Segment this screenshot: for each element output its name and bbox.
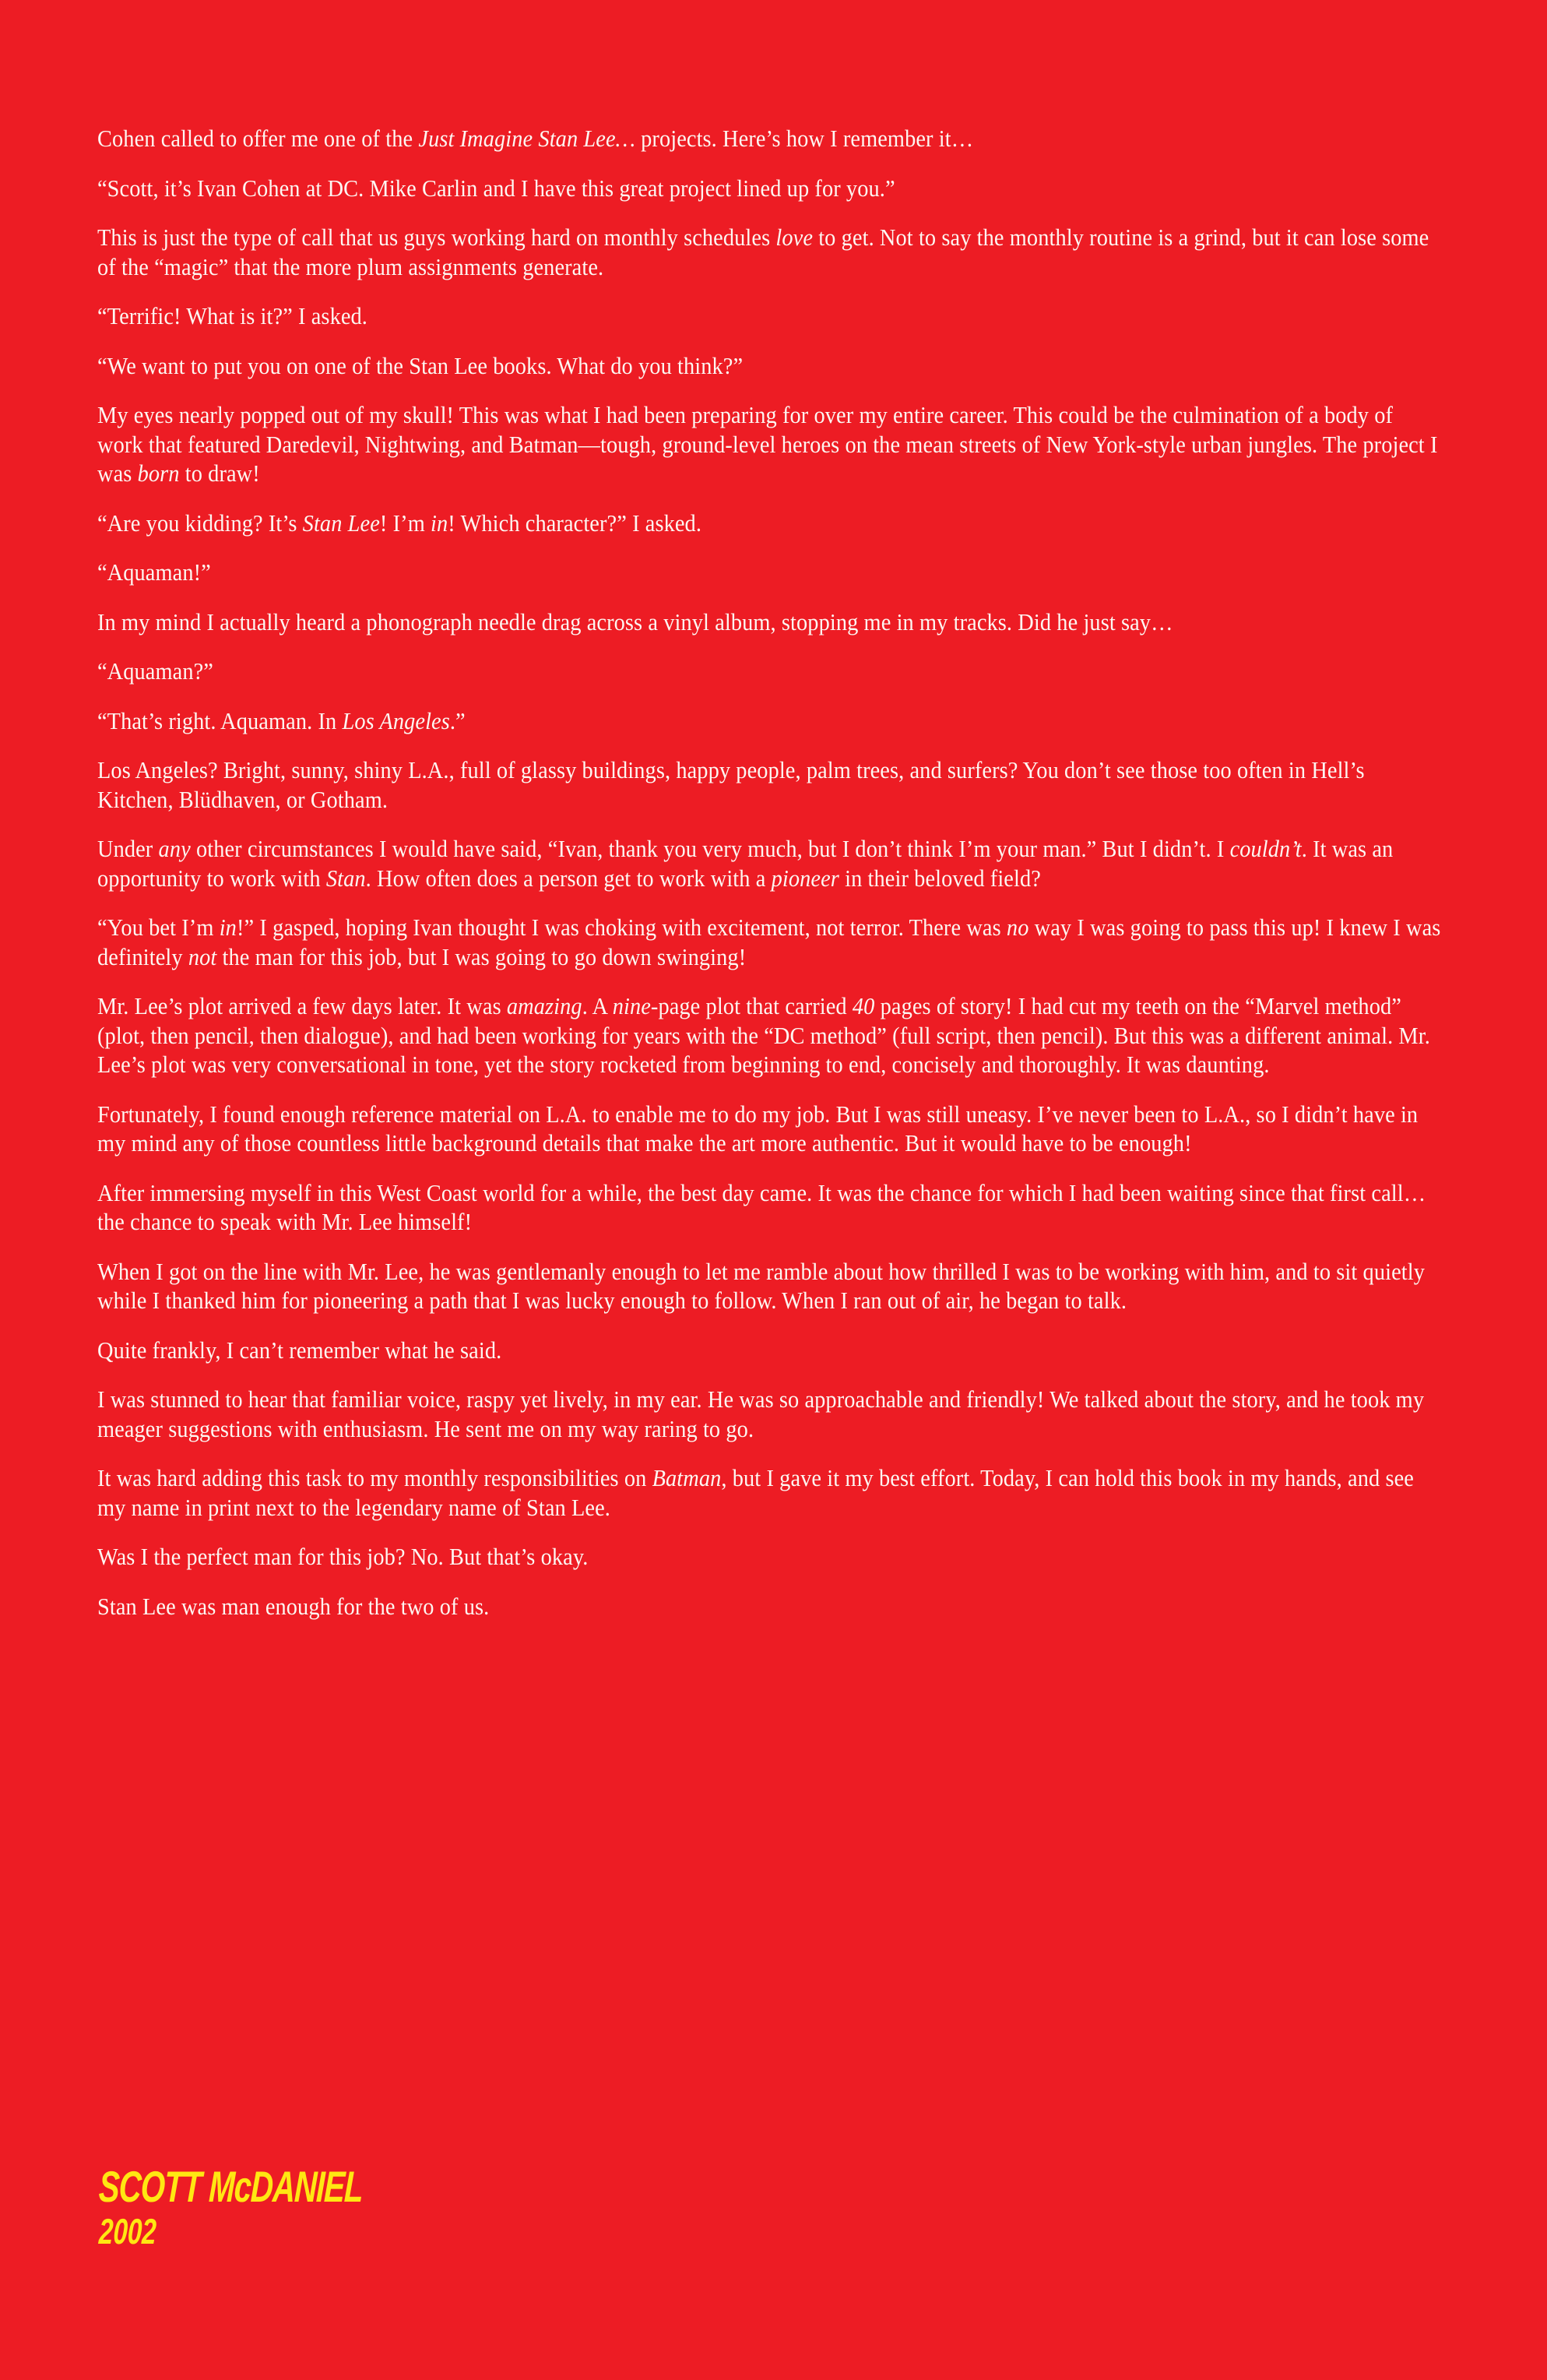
body-text: “Aquaman!”	[97, 559, 211, 586]
essay-paragraph	[97, 657, 1444, 687]
body-text: , but I gave it my best effort. Today, I can hold this book in my hands, and see my name in print next to the legendary name of Stan Lee.	[97, 1465, 1414, 1521]
body-text: ! Which character?” I asked.	[448, 509, 702, 537]
body-text: .”	[449, 707, 466, 734]
essay-paragraph	[97, 302, 1444, 332]
essay-paragraph	[97, 608, 1444, 638]
body-text: the man for this job, but I was going to go down swinging!	[216, 943, 747, 970]
body-text: in their beloved field?	[839, 864, 1041, 892]
emphasis-text: no	[1006, 914, 1029, 941]
emphasis-text: born	[137, 460, 180, 487]
emphasis-text: in	[431, 509, 448, 537]
emphasis-text: amazing	[506, 993, 582, 1019]
essay-paragraph	[97, 756, 1444, 815]
emphasis-text: Stan Lee	[302, 509, 380, 537]
essay-paragraph	[97, 992, 1444, 1080]
essay-paragraph	[97, 125, 1444, 154]
body-text: This is just the type of call that us guys working hard on monthly schedules	[97, 224, 776, 251]
body-text: Under	[97, 836, 159, 862]
emphasis-text: any	[158, 836, 191, 862]
signature-year: 2002	[98, 2211, 157, 2251]
body-text: to draw!	[179, 460, 260, 487]
emphasis-text: pioneer	[771, 864, 839, 892]
essay-paragraph	[97, 224, 1444, 282]
body-text: other circumstances I would have said, “Ivan, thank you very much, but I don’t think I’m your man.” But I didn’t. I	[190, 836, 1230, 862]
essay-paragraph	[97, 707, 1444, 737]
essay-paragraph	[97, 401, 1444, 489]
body-text: “Are you kidding? It’s	[97, 509, 303, 537]
emphasis-text: Batman	[652, 1465, 722, 1491]
body-text: pages of story! I had cut my teeth on the “Marvel method” (plot, then pencil, then dialogue), and had been working for years with the “DC method” (full script, then pencil). But this was a different animal. Mr. Lee’s plot was very conversational in tone, yet the story rocketed from beginning to end, concisely and thoroughly. It was daunting.	[97, 993, 1430, 1078]
body-text: -page plot that carried	[650, 993, 853, 1019]
body-text: “We want to put you on one of the Stan Lee books. What do you think?”	[97, 352, 744, 379]
emphasis-text: in	[219, 914, 237, 941]
essay-paragraph	[97, 1543, 1444, 1572]
body-text: . How often does a person get to work with a	[365, 864, 772, 892]
signature-name: SCOTT McDANIEL	[97, 2162, 364, 2211]
essay-paragraph	[97, 352, 1444, 382]
essay-paragraph	[97, 1385, 1444, 1444]
essay-body	[97, 125, 1444, 1642]
body-text: !” I gasped, hoping Ivan thought I was choking with excitement, not terror. There was	[236, 914, 1007, 941]
essay-paragraph	[97, 835, 1444, 893]
emphasis-text: Los Angeles	[342, 707, 450, 734]
body-text: Was I the perfect man for this job? No. But that’s okay.	[97, 1544, 589, 1570]
body-text: Los Angeles? Bright, sunny, shiny L.A., full of glassy buildings, happy people, palm trees, and surfers? You don’t see those too often in Hell’s Kitchen, Blüdhaven, or Gotham.	[97, 757, 1365, 813]
essay-paragraph	[97, 1179, 1444, 1238]
emphasis-text: not	[188, 943, 217, 970]
body-text: “You bet I’m	[97, 914, 220, 941]
body-text: way I was going to pass this up! I knew I was definitely	[97, 914, 1441, 970]
emphasis-text: 40	[852, 993, 875, 1019]
emphasis-text: couldn’t	[1229, 836, 1302, 862]
body-text: ! I’m	[379, 509, 431, 537]
emphasis-text: Stan	[325, 864, 366, 892]
essay-paragraph	[97, 914, 1444, 972]
body-text: Mr. Lee’s plot arrived a few days later. It was	[97, 993, 507, 1019]
body-text: It was hard adding this task to my monthly responsibilities on	[97, 1465, 652, 1491]
essay-paragraph	[97, 1464, 1444, 1523]
body-text: In my mind I actually heard a phonograph needle drag across a vinyl album, stopping me in my tracks. Did he just say…	[97, 608, 1173, 635]
body-text: My eyes nearly popped out of my skull! This was what I had been preparing for over my entire career. This could be the culmination of a body of work that featured Daredevil, Nightwing, and Batman—tough, ground-level heroes on the mean streets of New York-style urban jungles. The project I was	[97, 402, 1438, 487]
body-text: Cohen called to offer me one of the	[97, 125, 419, 152]
body-text: to get. Not to say the monthly routine is a grind, but it can lose some of the “magic” that the more plum assignments generate.	[97, 224, 1429, 280]
body-text: . It was an opportunity to work with	[97, 836, 1394, 892]
emphasis-text: Just Imagine Stan Lee…	[418, 125, 635, 152]
body-text: Fortunately, I found enough reference material on L.A. to enable me to do my job. But I was still uneasy. I’ve never been to L.A., so I didn’t have in my mind any of those countless little background details that make the art more authentic. But it would have to be enough!	[97, 1100, 1419, 1157]
emphasis-text: love	[775, 224, 814, 251]
essay-paragraph	[97, 558, 1444, 588]
body-text: After immersing myself in this West Coast world for a while, the best day came. It was the chance for which I had been waiting since that first call…the chance to speak with Mr. Lee himself!	[97, 1179, 1426, 1235]
body-text: “Aquaman?”	[97, 658, 213, 685]
body-text: “Scott, it’s Ivan Cohen at DC. Mike Carlin and I have this great project lined up for you.”	[97, 174, 895, 202]
body-text: projects. Here’s how I remember it…	[635, 125, 974, 152]
essay-paragraph	[97, 174, 1444, 204]
essay-paragraph	[97, 509, 1444, 539]
essay-paragraph	[97, 1100, 1444, 1159]
essay-paragraph	[97, 1336, 1444, 1366]
signature-block	[97, 2162, 645, 2251]
body-text: I was stunned to hear that familiar voice, raspy yet lively, in my ear. He was so approachable and friendly! We talked about the story, and he took my meager suggestions with enthusiasm. He sent me on my way raring to go.	[97, 1386, 1425, 1442]
emphasis-text: nine	[612, 993, 651, 1019]
body-text: Stan Lee was man enough for the two of us.	[97, 1593, 490, 1620]
body-text: Quite frankly, I can’t remember what he said.	[97, 1336, 502, 1364]
essay-paragraph	[97, 1258, 1444, 1316]
essay-paragraph	[97, 1593, 1444, 1622]
body-text: . A	[582, 993, 613, 1019]
body-text: “Terrific! What is it?” I asked.	[97, 303, 367, 329]
body-text: “That’s right. Aquaman. In	[97, 707, 343, 734]
body-text: When I got on the line with Mr. Lee, he was gentlemanly enough to let me ramble about how thrilled I was to be working with him, and to sit quietly while I thanked him for pioneering a path that I was lucky enough to follow. When I ran out of air, he began to talk.	[97, 1258, 1425, 1314]
